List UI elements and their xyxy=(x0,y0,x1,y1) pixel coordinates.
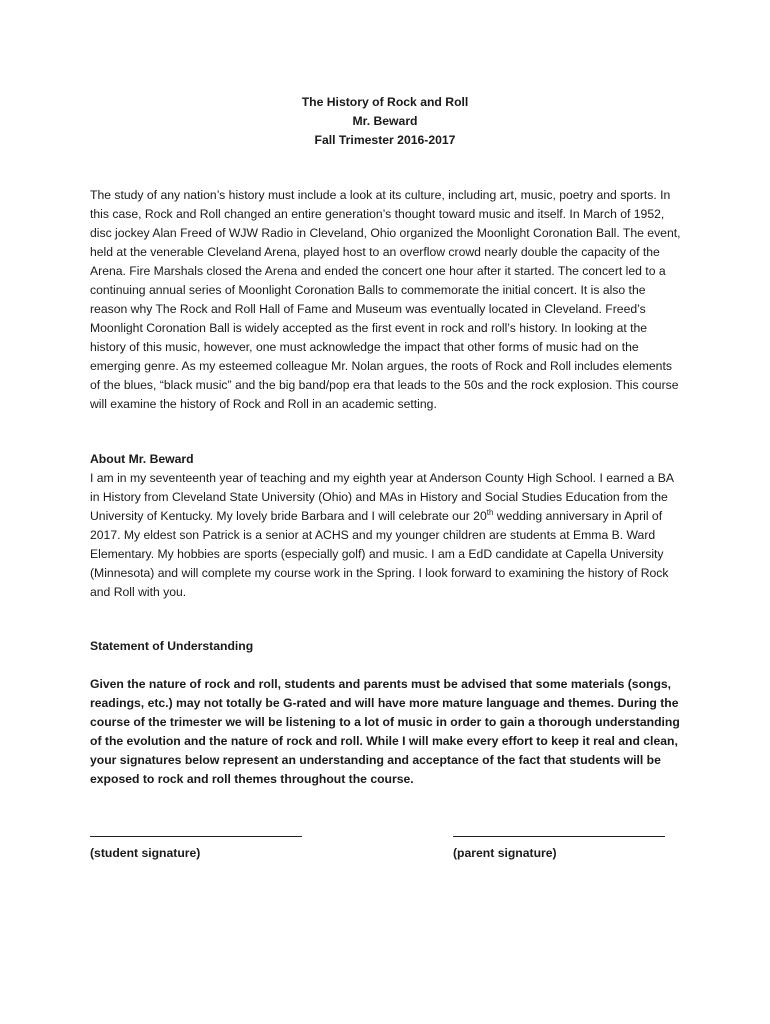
about-text-part-2: wedding anniversary in April of 2017. My eldest son Patrick is a senior at ACHS and my younger children are students at Emma B. Ward Elementary. My hobbies are sports (especially golf) and music. I am a EdD candidate at Capella University (Minnesota) and will complete my course work in the Spring. I look forward to examining the history of Rock and Roll with you. xyxy=(90,509,669,599)
student-signature-label: (student signature) xyxy=(90,846,201,860)
intro-text: The study of any nation’s history must include a look at its culture, including art, music, poetry and sports. In this case, Rock and Roll changed an entire generation’s thought toward music and itself. In March of 1952, disc jockey Alan Freed of WJW Radio in Cleveland, Ohio organized the Moonlight Coronation Ball. The event, held at the venerable Cleveland Arena, played host to an overflow crowd nearly double the capacity of the Arena. Fire Marshals closed the Arena and ended the concert one hour after it started. The concert led to a continuing annual series of Moonlight Coronation Balls to commemorate the initial concert. It is also the reason why The Rock and Roll Hall of Fame and Museum was eventually located in Cleveland. Freed’s Moonlight Coronation Ball is widely accepted as the first event in rock and roll’s history. In looking at the history of this music, however, one must acknowledge the impact that other forms of music had on the emerging genre. As my esteemed colleague Mr. Nolan argues, the roots of Rock and Roll includes elements of the blues, “black music” and the big band/pop era that leads to the 50s and the rock explosion. This course will examine the history of Rock and Roll in an academic setting. xyxy=(90,188,681,411)
ordinal-suffix: th xyxy=(486,507,494,517)
document-header xyxy=(0,93,770,150)
student-signature-block xyxy=(90,826,302,863)
about-text-part-1: I am in my seventeenth year of teaching and my eighth year at Anderson County High School. I earned a BA in History from Cleveland State University (Ohio) and MAs in History and Social Studies Education from the University of Kentucky. My lovely bride Barbara and I will celebrate our 20 xyxy=(90,471,674,523)
teacher-name: Mr. Beward xyxy=(352,114,418,128)
about-paragraph xyxy=(90,469,682,602)
about-heading: About Mr. Beward xyxy=(90,452,194,466)
statement-paragraph xyxy=(90,675,682,789)
statement-text: Given the nature of rock and roll, students and parents must be advised that some materials (songs, readings, etc.) may not totally be G-rated and will have more mature language and themes. During the course of the trimester we will be listening to a lot of music in order to gain a thorough understanding of the evolution and the nature of rock and roll. While I will make every effort to keep it real and clean, your signatures below represent an understanding and acceptance of the fact that students will be exposed to rock and roll themes throughout the course. xyxy=(90,677,680,786)
parent-signature-label: (parent signature) xyxy=(453,846,557,860)
parent-signature-block xyxy=(453,826,665,863)
about-text xyxy=(90,469,682,602)
student-signature-line[interactable] xyxy=(90,826,302,837)
term-label: Fall Trimester 2016-2017 xyxy=(314,133,456,147)
statement-heading: Statement of Understanding xyxy=(90,639,254,653)
parent-signature-line[interactable] xyxy=(453,826,665,837)
intro-paragraph xyxy=(90,186,682,414)
document-title: The History of Rock and Roll xyxy=(301,95,469,109)
